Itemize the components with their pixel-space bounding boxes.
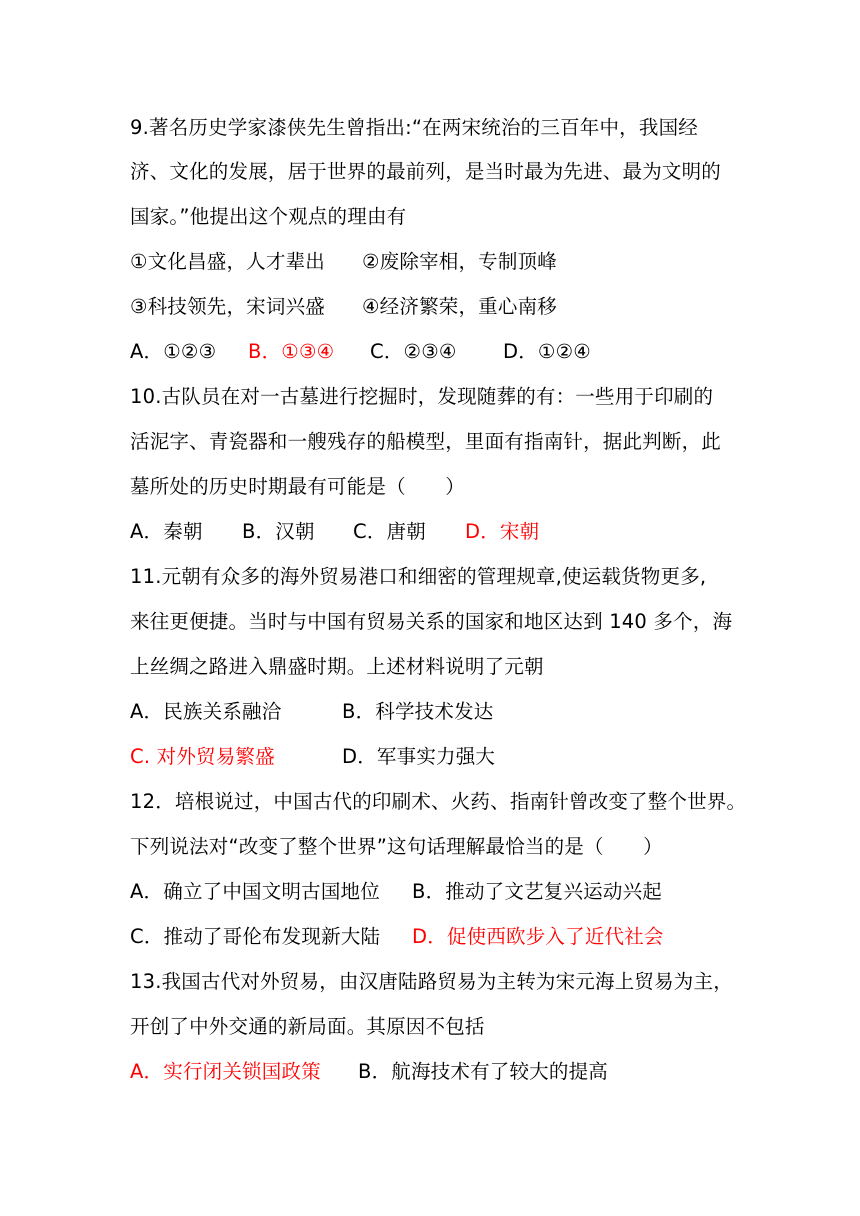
- q10-option-a: A．秦朝: [130, 520, 203, 543]
- q10-option-d: D．宋朝: [465, 520, 540, 543]
- q9-statement-1: ①文化昌盛，人才辈出: [130, 250, 325, 273]
- q12-option-d: D．促使西欧步入了近代社会: [412, 925, 664, 948]
- q9-option-d: D．①②④: [503, 340, 591, 363]
- q11-stem-line-2: 来往更便捷。当时与中国有贸易关系的国家和地区达到 140 多个，海: [130, 610, 733, 633]
- q11-option-d: D．军事实力强大: [342, 745, 496, 768]
- q10-stem-line-3: 墓所处的历史时期最有可能是（ ）: [130, 475, 465, 498]
- q12-stem-line-2: 下列说法对“改变了整个世界”这句话理解最恰当的是（ ）: [130, 835, 663, 858]
- q11-stem-line-3: 上丝绸之路进入鼎盛时期。上述材料说明了元朝: [130, 655, 544, 678]
- q9-option-b: B．①③④: [248, 340, 335, 363]
- q11-stem-line-1: 11.元朝有众多的海外贸易港口和细密的管理规章,使运载货物更多,: [130, 565, 707, 588]
- q13-option-b: B．航海技术有了较大的提高: [358, 1060, 608, 1083]
- q11-option-c: C. 对外贸易繁盛: [130, 745, 275, 768]
- q9-statement-4: ④经济繁荣，重心南移: [362, 295, 557, 318]
- q9-statement-3: ③科技领先，宋词兴盛: [130, 295, 325, 318]
- q13-option-a: A．实行闭关锁国政策: [130, 1060, 321, 1083]
- q10-stem-line-2: 活泥字、青瓷器和一艘残存的船模型，里面有指南针，据此判断，此: [130, 430, 722, 453]
- q11-option-b: B．科学技术发达: [342, 700, 494, 723]
- q11-option-a: A．民族关系融洽: [130, 700, 282, 723]
- q13-stem-line-2: 开创了中外交通的新局面。其原因不包括: [130, 1015, 485, 1038]
- q9-stem-line-3: 国家。”他提出这个观点的理由有: [130, 205, 407, 228]
- q9-option-c: C．②③④: [370, 340, 457, 363]
- q12-option-a: A．确立了中国文明古国地位: [130, 880, 380, 903]
- q9-option-a: A．①②③: [130, 340, 217, 363]
- q13-stem-line-1: 13.我国古代对外贸易，由汉唐陆路贸易为主转为宋元海上贸易为主，: [130, 970, 733, 993]
- q10-stem-line-1: 10.古队员在对一古墓进行挖掘时，发现随葬的有：一些用于印刷的: [130, 385, 714, 408]
- q12-stem-line-1: 12．培根说过，中国古代的印刷术、火药、指南针曾改变了整个世界。: [130, 790, 747, 813]
- q9-stem-line-2: 济、文化的发展，居于世界的最前列，是当时最为先进、最为文明的: [130, 160, 722, 183]
- q10-option-c: C．唐朝: [353, 520, 426, 543]
- q12-option-c: C．推动了哥伦布发现新大陆: [130, 925, 381, 948]
- q9-statement-2: ②废除宰相，专制顶峰: [362, 250, 557, 273]
- q10-option-b: B．汉朝: [242, 520, 315, 543]
- q12-option-b: B．推动了文艺复兴运动兴起: [412, 880, 662, 903]
- q9-stem-line-1: 9.著名历史学家漆侠先生曾指出:“在两宋统治的三百年中，我国经: [130, 116, 698, 139]
